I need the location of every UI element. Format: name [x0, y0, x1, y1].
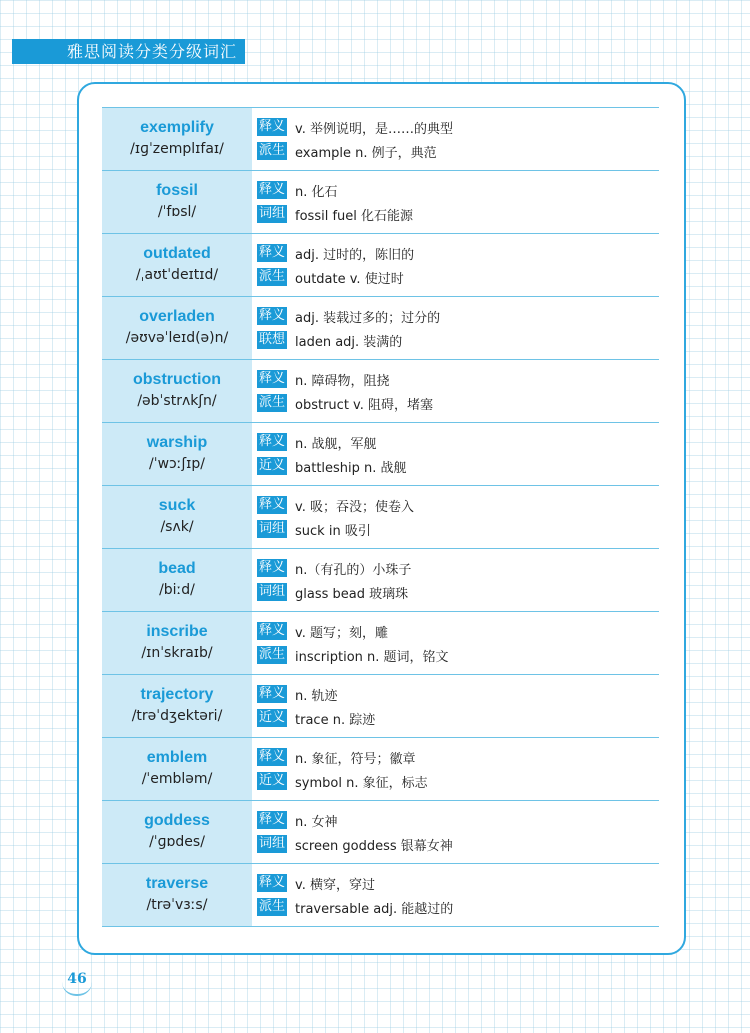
- definition-cell: [252, 360, 659, 422]
- headword: warship: [146, 434, 208, 451]
- definition-cell: [252, 234, 659, 296]
- category-tag: 释义: [259, 245, 286, 260]
- headword: inscribe: [146, 623, 208, 640]
- headword: overladen: [139, 308, 215, 325]
- definition-cell: [252, 486, 659, 548]
- phonetic: /ˈɡɒdes/: [149, 834, 205, 850]
- phonetic: /əbˈstrʌkʃn/: [137, 393, 217, 409]
- phonetic: /ˈfɒsl/: [157, 204, 197, 220]
- definition-text: suck in 吸引: [295, 523, 371, 539]
- phonetic: /trəˈdʒektəri/: [131, 708, 223, 724]
- definition-cell: [252, 738, 659, 800]
- definition-cell: [252, 801, 659, 863]
- definition-text: v. 横穿，穿过: [295, 877, 375, 893]
- definition-text: n.（有孔的）小珠子: [295, 562, 412, 578]
- category-tag: 词组: [259, 521, 286, 536]
- headword: traverse: [145, 875, 209, 892]
- definition-line: [257, 430, 659, 454]
- definition-text: symbol n. 象征，标志: [295, 775, 428, 791]
- category-tag: 词组: [259, 836, 286, 851]
- definition-text: laden adj. 装满的: [295, 334, 403, 350]
- headword: fossil: [156, 182, 198, 199]
- headword-cell: [102, 486, 252, 548]
- definition-text: n. 化石: [295, 184, 338, 200]
- definition-line: [257, 832, 659, 856]
- phonetic: /ɪnˈskraɪb/: [141, 645, 213, 661]
- category-tag: 派生: [259, 647, 286, 662]
- definition-text: trace n. 踪迹: [295, 712, 376, 728]
- definition-line: [257, 808, 659, 832]
- vocab-entry-row: [102, 423, 659, 486]
- headword-cell: [102, 738, 252, 800]
- category-tag: 派生: [259, 269, 286, 284]
- definition-text: adj. 过时的，陈旧的: [295, 247, 415, 263]
- phonetic: /ˈwɔːʃɪp/: [149, 456, 205, 472]
- definition-line: [257, 769, 659, 793]
- definition-text: example n. 例子，典范: [295, 145, 437, 161]
- vocab-entry-row: [102, 360, 659, 423]
- vocab-entry-row: [102, 549, 659, 612]
- definition-line: [257, 895, 659, 919]
- phonetic: /sʌk/: [160, 519, 194, 535]
- headword-cell: [102, 234, 252, 296]
- category-tag: 派生: [259, 143, 286, 158]
- category-tag: 词组: [259, 584, 286, 599]
- phonetic: /trəˈvɜːs/: [146, 897, 208, 913]
- definition-line: [257, 619, 659, 643]
- category-tag: 释义: [259, 560, 286, 575]
- vocab-entry-row: [102, 612, 659, 675]
- headword-cell: [102, 675, 252, 737]
- definition-text: n. 战舰，军舰: [295, 436, 377, 452]
- running-header: [12, 39, 245, 64]
- phonetic: /əʊvəˈleɪd(ə)n/: [125, 330, 229, 346]
- category-tag: 释义: [259, 812, 286, 827]
- definition-line: [257, 517, 659, 541]
- vocab-entry-row: [102, 675, 659, 738]
- definition-text: n. 女神: [295, 814, 338, 830]
- definition-text: traversable adj. 能越过的: [295, 901, 454, 917]
- headword-cell: [102, 423, 252, 485]
- definition-text: n. 轨迹: [295, 688, 338, 704]
- category-tag: 释义: [259, 308, 286, 323]
- category-tag: 释义: [259, 119, 286, 134]
- vocab-entry-row: [102, 297, 659, 360]
- category-tag: 释义: [259, 497, 286, 512]
- category-tag: 词组: [259, 206, 286, 221]
- category-tag: 释义: [259, 686, 286, 701]
- definition-line: [257, 328, 659, 352]
- headword-cell: [102, 864, 252, 926]
- definition-line: [257, 454, 659, 478]
- definition-text: inscription n. 题词，铭文: [295, 649, 449, 665]
- definition-line: [257, 391, 659, 415]
- definition-line: [257, 265, 659, 289]
- category-tag: 释义: [259, 182, 286, 197]
- category-tag: 近义: [259, 458, 286, 473]
- vocab-entry-row: [102, 738, 659, 801]
- definition-line: [257, 367, 659, 391]
- definition-line: [257, 304, 659, 328]
- category-tag: 释义: [259, 875, 286, 890]
- headword-cell: [102, 612, 252, 674]
- category-tag: 近义: [259, 773, 286, 788]
- vocabulary-table: [102, 107, 659, 933]
- definition-cell: [252, 675, 659, 737]
- vocab-entry-row: [102, 171, 659, 234]
- headword-cell: [102, 360, 252, 422]
- definition-text: n. 障碍物，阻挠: [295, 373, 390, 389]
- vocab-entry-row: [102, 864, 659, 927]
- definition-text: adj. 装载过多的；过分的: [295, 310, 441, 326]
- definition-text: obstruct v. 阻碍，堵塞: [295, 397, 434, 413]
- definition-line: [257, 556, 659, 580]
- definition-line: [257, 682, 659, 706]
- definition-text: screen goddess 银幕女神: [295, 838, 453, 854]
- category-tag: 联想: [259, 332, 286, 347]
- headword: goddess: [144, 812, 210, 829]
- category-tag: 释义: [259, 434, 286, 449]
- definition-line: [257, 580, 659, 604]
- category-tag: 派生: [259, 395, 286, 410]
- definition-line: [257, 643, 659, 667]
- definition-cell: [252, 108, 659, 170]
- definition-text: v. 举例说明，是……的典型: [295, 121, 453, 137]
- definition-text: glass bead 玻璃珠: [295, 586, 409, 602]
- definition-line: [257, 178, 659, 202]
- category-tag: 释义: [259, 749, 286, 764]
- phonetic: /ˈembləm/: [141, 771, 213, 787]
- phonetic: /ɪɡˈzemplɪfaɪ/: [130, 141, 224, 157]
- definition-text: fossil fuel 化石能源: [295, 208, 414, 224]
- page-number: 46: [62, 968, 92, 996]
- category-tag: 释义: [259, 371, 286, 386]
- definition-cell: [252, 423, 659, 485]
- headword-cell: [102, 549, 252, 611]
- definition-text: v. 吸；吞没；使卷入: [295, 499, 414, 515]
- headword: bead: [158, 560, 196, 577]
- headword: obstruction: [133, 371, 221, 388]
- definition-line: [257, 115, 659, 139]
- definition-line: [257, 871, 659, 895]
- definition-cell: [252, 612, 659, 674]
- definition-cell: [252, 549, 659, 611]
- definition-line: [257, 202, 659, 226]
- headword-cell: [102, 171, 252, 233]
- definition-line: [257, 139, 659, 163]
- definition-cell: [252, 171, 659, 233]
- phonetic: /biːd/: [159, 582, 195, 598]
- headword: outdated: [143, 245, 211, 262]
- category-tag: 释义: [259, 623, 286, 638]
- headword-cell: [102, 801, 252, 863]
- definition-text: v. 题写；刻，雕: [295, 625, 388, 641]
- vocab-entry-row: [102, 234, 659, 297]
- vocab-entry-row: [102, 486, 659, 549]
- vocab-entry-row: [102, 108, 659, 171]
- headword: trajectory: [140, 686, 214, 703]
- definition-line: [257, 241, 659, 265]
- headword: suck: [158, 497, 196, 514]
- definition-text: n. 象征，符号；徽章: [295, 751, 416, 767]
- definition-line: [257, 706, 659, 730]
- running-header-title: 雅思阅读分类分级词汇: [66, 42, 237, 61]
- definition-text: outdate v. 使过时: [295, 271, 404, 287]
- category-tag: 近义: [259, 710, 286, 725]
- definition-line: [257, 493, 659, 517]
- definition-line: [257, 745, 659, 769]
- vocab-entry-row: [102, 801, 659, 864]
- headword: emblem: [146, 749, 208, 766]
- category-tag: 派生: [259, 899, 286, 914]
- headword-cell: [102, 108, 252, 170]
- phonetic: /ˌaʊtˈdeɪtɪd/: [135, 267, 219, 283]
- definition-cell: [252, 297, 659, 359]
- definition-text: battleship n. 战舰: [295, 460, 407, 476]
- headword: exemplify: [140, 119, 214, 136]
- definition-cell: [252, 864, 659, 926]
- headword-cell: [102, 297, 252, 359]
